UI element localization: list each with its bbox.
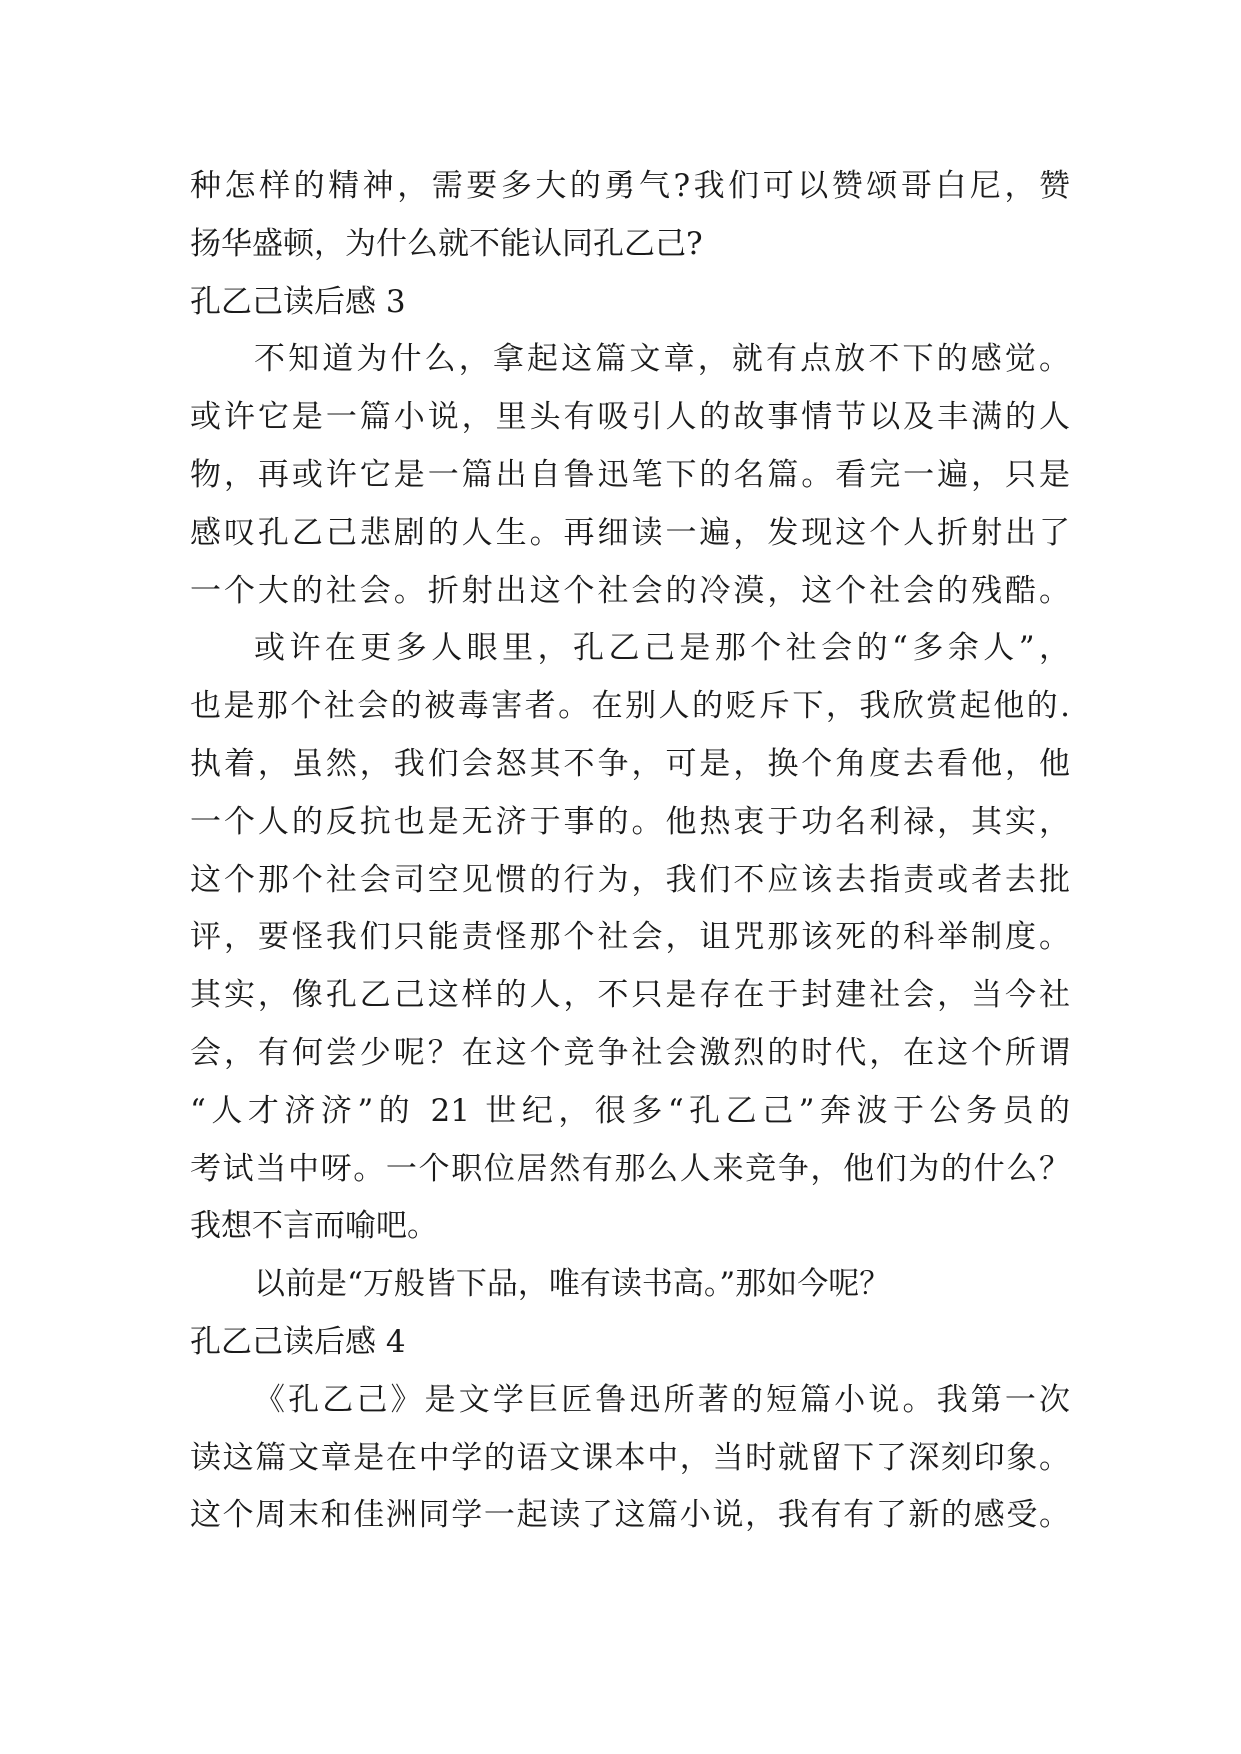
text-line: 读这篇文章是在中学的语文课本中，当时就留下了深刻印象。 <box>190 1439 1070 1476</box>
text-line: 其实，像孔乙己这样的人，不只是存在于封建社会，当今社 <box>190 977 1070 1014</box>
text-line: 也是那个社会的被毒害者。在别人的贬斥下，我欣赏起他的. <box>190 688 1070 725</box>
text-line: 这个那个社会司空见惯的行为，我们不应该去指责或者去批 <box>190 861 1070 898</box>
text-line: 我想不言而喻吧。 <box>190 1208 438 1245</box>
text-line: 《孔乙己》是文学巨匠鲁迅所著的短篇小说。我第一次 <box>254 1381 1070 1418</box>
text-line: 物，再或许它是一篇出自鲁迅笔下的名篇。看完一遍，只是 <box>190 456 1070 493</box>
text-line: 以前是“万般皆下品，唯有读书高。”那如今呢？ <box>254 1266 891 1303</box>
text-line: 评，要怪我们只能责怪那个社会，诅咒那该死的科举制度。 <box>190 919 1070 956</box>
document-body <box>190 158 1070 1545</box>
text-line: 会，有何尝少呢？在这个竞争社会激烈的时代，在这个所谓 <box>190 1034 1070 1071</box>
text-line: 感叹孔乙己悲剧的人生。再细读一遍，发现这个人折射出了 <box>190 514 1070 551</box>
text-line: 或许它是一篇小说，里头有吸引人的故事情节以及丰满的人 <box>190 399 1070 436</box>
text-line: 不知道为什么，拿起这篇文章，就有点放不下的感觉。 <box>254 341 1070 378</box>
text-line: 考试当中呀。一个职位居然有那么人来竞争，他们为的什么？ <box>190 1150 1070 1187</box>
text-line: 这个周末和佳洲同学一起读了这篇小说，我有有了新的感受。 <box>190 1497 1070 1534</box>
text-line: “人才济济”的 21 世纪，很多“孔乙己”奔波于公务员的 <box>190 1092 1070 1129</box>
text-line: 一个大的社会。折射出这个社会的冷漠，这个社会的残酷。 <box>190 572 1070 609</box>
text-line: 执着，虽然，我们会怒其不争，可是，换个角度去看他，他 <box>190 745 1070 782</box>
text-line: 扬华盛顿，为什么就不能认同孔乙己? <box>190 225 703 262</box>
text-line: 一个人的反抗也是无济于事的。他热衷于功名利禄，其实， <box>190 803 1070 840</box>
text-line: 或许在更多人眼里，孔乙己是那个社会的“多余人”， <box>254 630 1070 667</box>
text-line: 种怎样的精神，需要多大的勇气?我们可以赞颂哥白尼，赞 <box>190 168 1070 204</box>
section-heading: 孔乙己读后感 3 <box>190 283 406 320</box>
section-heading: 孔乙己读后感 4 <box>190 1323 406 1360</box>
